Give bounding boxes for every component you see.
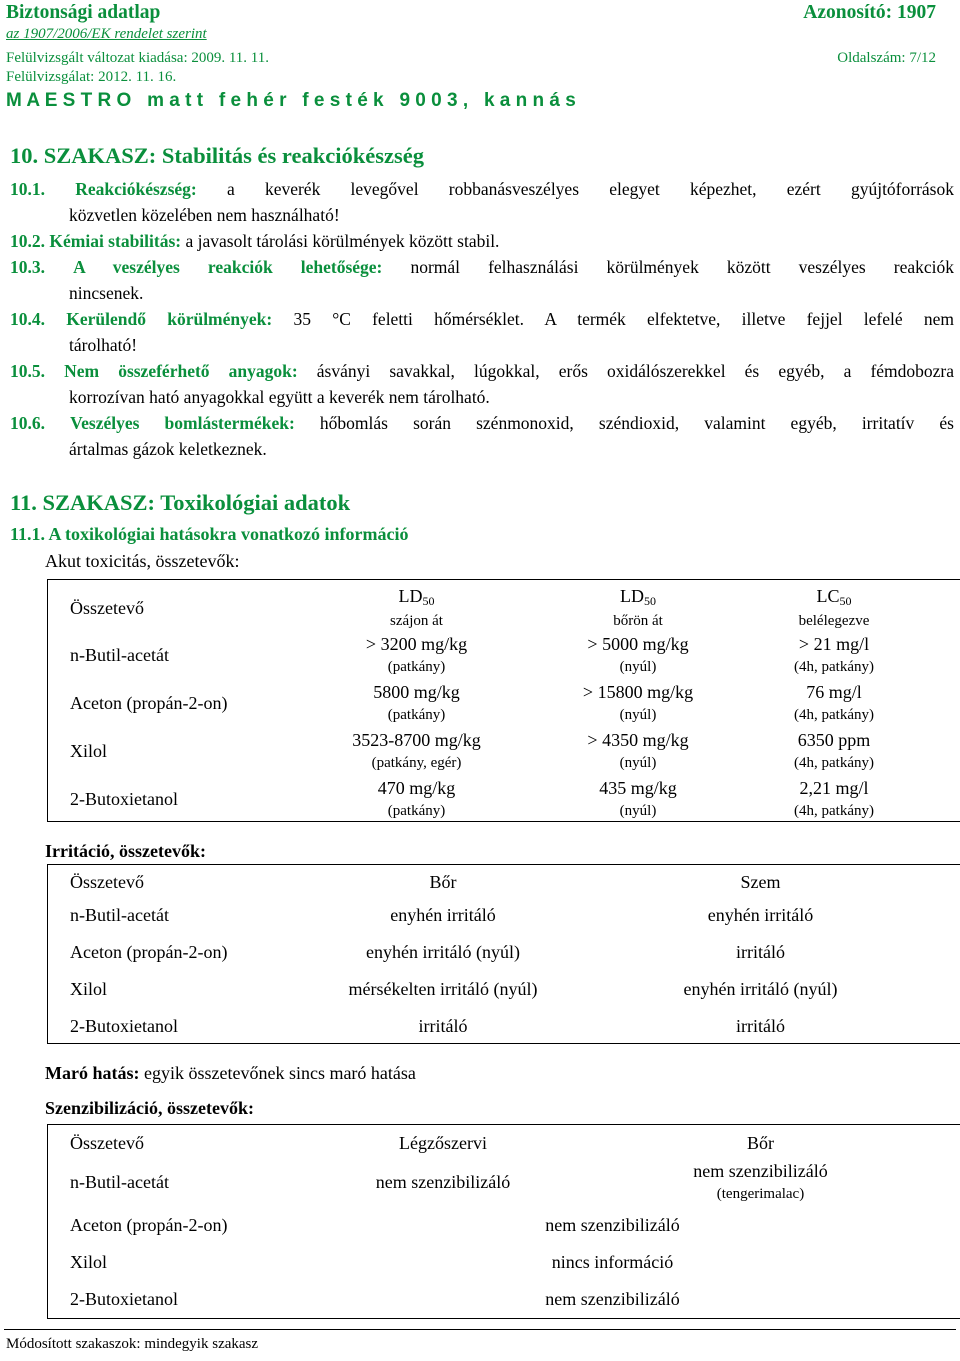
- header-oral: $LD_{50}$ szájon át: [390, 586, 443, 629]
- item-10-6: 10.6. Veszélyes bomlástermékek: hőbomlás során szénmonoxid, széndioxid, valamint egyéb, irritatív és ártalmas gázok keletkeznek.: [10, 413, 954, 459]
- item-10-3: 10.3. A veszélyes reakciók lehetősége: normál felhasználási körülmények között veszélyes reakciók nincsenek.: [10, 257, 955, 303]
- page-header: [6, 2, 936, 24]
- irritation-label: Irritáció, összetevők:: [45, 841, 206, 861]
- acute-toxicity-table: [70, 585, 930, 823]
- revision-line: [6, 50, 936, 67]
- section-11-subtitle: 11.1. A toxikológiai hatásokra vonatkozó információ: [10, 524, 409, 544]
- component-name: n-Butil-acetát: [70, 644, 169, 665]
- table-header-row: Összetevő Légzőszervi Bőr: [70, 1132, 774, 1153]
- document-title: Biztonsági adatlap: [6, 2, 161, 23]
- table-row: Aceton (propán-2-on) enyhén irritáló (nyúl) irritáló: [70, 942, 785, 962]
- component-name: Aceton (propán-2-on): [70, 692, 228, 713]
- item-10-1-text-a: a keverék levegővel robbanásveszélyes elegyet képezhet, ezért gyújtóforrások: [196, 179, 954, 199]
- table-row: n-Butil-acetát nem szenzibilizáló nem szenzibilizáló (tengerimalac): [70, 1161, 828, 1202]
- header-inhalation: $LC_{50}$ belélegezve: [798, 586, 870, 629]
- acute-toxicity-label: Akut toxicitás, összetevők:: [45, 551, 240, 571]
- irritation-table: [70, 867, 930, 1045]
- regulation-reference: az 1907/2006/EK rendelet szerint: [6, 26, 207, 42]
- revision-issue: Felülvizsgált változat kiadása: 2009. 11. 11.: [6, 50, 269, 66]
- revision-date: Felülvizsgálat: 2012. 11. 16.: [6, 69, 177, 85]
- table-row: Xilol nincs információ: [70, 1252, 674, 1272]
- table-row: Xilol 3523-8700 mg/kg (patkány, egér) > 4350 mg/kg (nyúl) 6350 ppm (4h, patkány): [70, 727, 930, 775]
- item-10-2: 10.2. Kémiai stabilitás: a javasolt tárolási körülmények között stabil.: [10, 231, 500, 251]
- component-name: 2-Butoxietanol: [70, 788, 178, 809]
- section-11-title: 11. SZAKASZ: Toxikológiai adatok: [10, 490, 351, 515]
- section-10-title: 10. SZAKASZ: Stabilitás és reakciókészség: [10, 143, 424, 168]
- product-name: M A E S T R O m a t t f e h é r f e s t é k 9 0 0 3 , k a n n á s: [6, 90, 576, 111]
- table-header-row: [70, 585, 930, 631]
- table-row: n-Butil-acetát enyhén irritáló enyhén irritáló: [70, 905, 814, 925]
- footer-text: Módosított szakaszok: mindegyik szakasz: [6, 1336, 259, 1352]
- table-row: n-Butil-acetát > 3200 mg/kg (patkány) > 5000 mg/kg (nyúl) > 21 mg/l (4h, patkány): [70, 631, 930, 679]
- item-10-1: 10.1. Reakciókészség: a keverék levegővel robbanásveszélyes elegyet képezhet, ezért gyújtóforrások közvetlen közelében nem használható!: [10, 179, 954, 225]
- sensitization-table: [70, 1128, 930, 1318]
- table-row: 2-Butoxietanol 470 mg/kg (patkány) 435 mg/kg (nyúl) 2,21 mg/l (4h, patkány): [70, 775, 930, 823]
- item-10-5: 10.5. Nem összeférhető anyagok: ásványi savakkal, lúgokkal, erős oxidálószerekkel és egyéb, a fémdobozra korrozívan ható anyagokkal együtt a keverék nem tárolható.: [10, 361, 955, 407]
- footer-divider: [4, 1329, 956, 1330]
- table-row: Xilol mérsékelten irritáló (nyúl) enyhén irritáló (nyúl): [70, 979, 838, 999]
- component-name: Xilol: [70, 740, 108, 761]
- item-10-4: 10.4. Kerülendő körülmények: 35 °C feletti hőmérséklet. A termék elfektetve, illetve fejjel lefelé nem tárolható!: [10, 309, 955, 355]
- table-row: Aceton (propán-2-on) nem szenzibilizáló: [70, 1214, 680, 1235]
- table-header-row: Összetevő Bőr Szem: [70, 871, 781, 892]
- page-number: Oldalszám: 7/12: [837, 50, 936, 66]
- table-row: 2-Butoxietanol irritáló irritáló: [70, 1016, 785, 1036]
- sensitization-label: Szenzibilizáció, összetevők:: [45, 1098, 254, 1118]
- corrosive-line: Maró hatás: egyik összetevőnek sincs maró hatása: [45, 1063, 416, 1083]
- header-dermal: $LD_{50}$ bőrön át: [613, 586, 663, 629]
- header-component: Összetevő: [70, 597, 144, 618]
- table-row: 2-Butoxietanol nem szenzibilizáló: [70, 1289, 680, 1309]
- table-row: Aceton (propán-2-on) 5800 mg/kg (patkány) > 15800 mg/kg (nyúl) 76 mg/l (4h, patkány): [70, 679, 930, 727]
- document-identifier: Azonosító: 1907: [803, 2, 936, 23]
